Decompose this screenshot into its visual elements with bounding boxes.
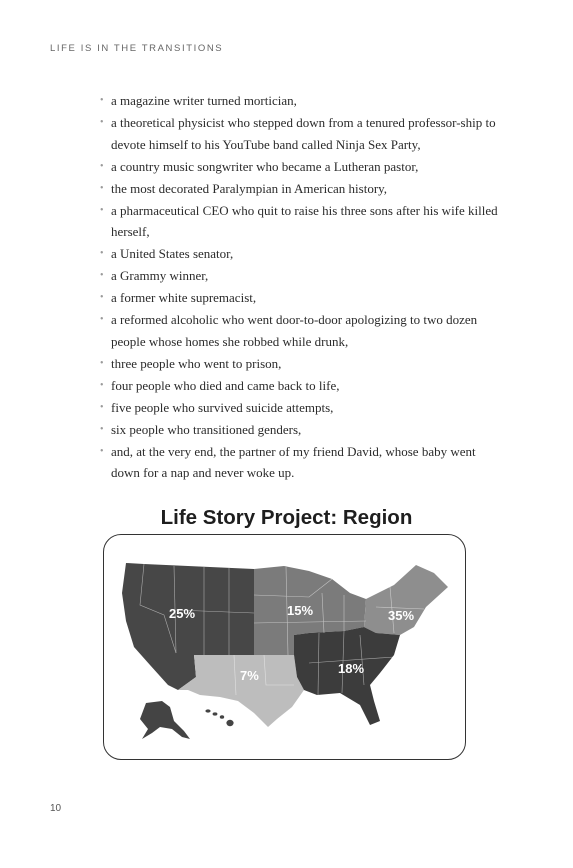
- running-head: LIFE IS IN THE TRANSITIONS: [50, 43, 224, 54]
- bullet-marker: •: [100, 401, 104, 413]
- bullet-text: six people who transitioned genders,: [111, 421, 302, 437]
- bullet-text: a former white supremacist,: [111, 290, 257, 306]
- bullet-text: the most decorated Paralympian in American history,: [111, 180, 388, 196]
- bullet-text: four people who died and came back to life,: [111, 377, 340, 393]
- map-region-northeast: [364, 565, 448, 635]
- bullet-item: [99, 353, 501, 375]
- bullet-marker: •: [100, 292, 104, 304]
- map-alaska: [140, 701, 190, 739]
- bullet-item: [99, 156, 501, 178]
- bullet-marker: •: [100, 445, 104, 457]
- bullet-text: a reformed alcoholic who went door-to-door apologizing to two dozen people whose homes she robbed while drunk,: [111, 312, 478, 349]
- bullet-item: [99, 397, 501, 419]
- page-number: 10: [50, 803, 62, 814]
- bullet-marker: •: [100, 270, 104, 282]
- bullet-text: five people who survived suicide attempts,: [111, 399, 334, 415]
- bullet-text: and, at the very end, the partner of my friend David, whose baby went down for a nap and never woke up.: [111, 443, 476, 481]
- bullet-item: [99, 112, 501, 156]
- bullet-text: three people who went to prison,: [111, 355, 282, 371]
- map-label-northeast: 35%: [388, 608, 415, 623]
- bullet-item: [99, 309, 501, 353]
- map-hawaii: [205, 709, 233, 726]
- bullet-marker: •: [100, 204, 104, 216]
- bullet-item: [99, 375, 501, 397]
- bullet-item: [99, 200, 501, 244]
- bullet-item: [99, 265, 501, 287]
- bullet-marker: •: [100, 248, 104, 260]
- bullet-item: [99, 178, 501, 200]
- bullet-item: [99, 419, 501, 441]
- map-region-southwest: [178, 655, 304, 727]
- bullet-text: a magazine writer turned mortician,: [111, 93, 297, 108]
- bullet-list: [99, 90, 501, 484]
- bullet-text: a United States senator,: [111, 246, 234, 262]
- map-label-midwest: 15%: [287, 603, 314, 618]
- bullet-marker: •: [100, 423, 104, 435]
- map-label-southwest: 7%: [240, 668, 259, 683]
- bullet-marker: •: [100, 160, 104, 172]
- bullet-marker: •: [100, 182, 104, 194]
- bullet-item: [99, 90, 501, 112]
- bullet-item: [99, 287, 501, 309]
- bullet-text: a Grammy winner,: [111, 268, 209, 284]
- bullet-item: [99, 441, 501, 485]
- bullet-marker: •: [100, 95, 104, 106]
- map-label-southeast: 18%: [338, 661, 365, 676]
- bullet-marker: •: [100, 379, 104, 391]
- bullet-marker: •: [100, 357, 104, 369]
- bullet-marker: •: [100, 314, 104, 326]
- us-region-map: [104, 535, 466, 760]
- bullet-text: a pharmaceutical CEO who quit to raise his three sons after his wife killed herself,: [111, 202, 498, 240]
- bullet-text: a theoretical physicist who stepped down from a tenured professor-ship to devote himself to his YouTube band called Ninja Sex Party,: [111, 114, 496, 152]
- region-map-frame: [103, 534, 466, 760]
- bullet-marker: •: [100, 116, 104, 128]
- bullet-text: a country music songwriter who became a Lutheran pastor,: [111, 158, 419, 174]
- bullet-item: [99, 243, 501, 265]
- map-label-west: 25%: [169, 606, 196, 621]
- map-region-southeast: [294, 627, 400, 725]
- figure-title: Life Story Project: Region: [160, 506, 413, 529]
